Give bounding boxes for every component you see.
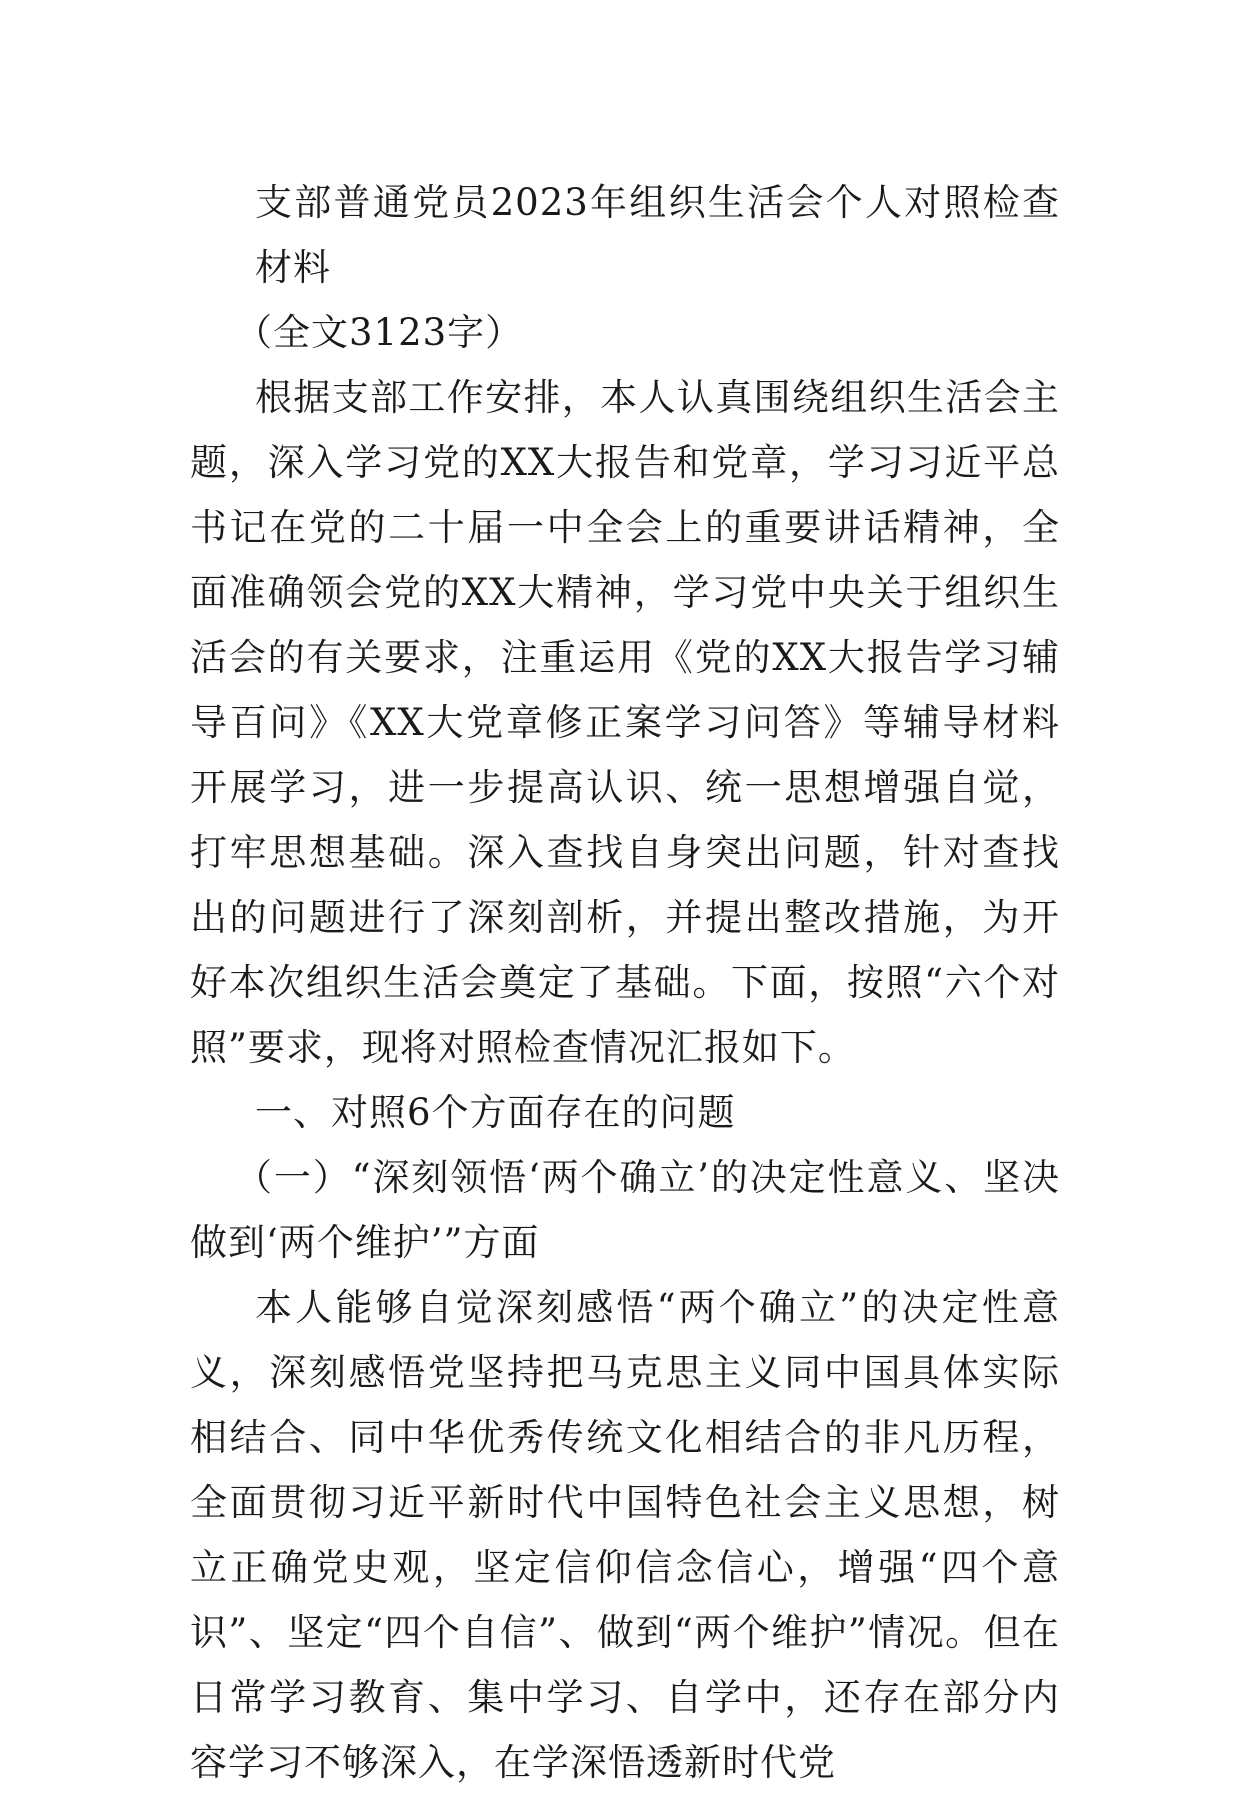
document-subtitle: （全文3123字） <box>235 311 524 354</box>
document-title: 支部普通党员2023年组织生活会个人对照检查材料 <box>255 181 1060 289</box>
section-heading: 一、对照6个方面存在的问题 <box>255 1091 736 1134</box>
intro-paragraph: 根据支部工作安排，本人认真围绕组织生活会主题，深入学习党的XX大报告和党章，学习习近平总书记在党的二十届一中全会上的重要讲话精神，全面准确领会党的XX大精神，学习党中央关于组织生活会的有关要求，注重运用《党的XX大报告学习辅导百问》《XX大党章修正案学习问答》等辅导材料开展学习，进一步提高认识、统一思想增强自觉，打牢思想基础。深入查找自身突出问题，针对查找出的问题进行了深刻剖析，并提出整改措施，为开好本次组织生活会奠定了基础。下面，按照“六个对照”要求，现将对照检查情况汇报如下。 <box>190 376 1060 1069</box>
document-body <box>190 170 1060 1795</box>
body-paragraph: 本人能够自觉深刻感悟“两个确立”的决定性意义，深刻感悟党坚持把马克思主义同中国具体实际相结合、同中华优秀传统文化相结合的非凡历程，全面贯彻习近平新时代中国特色社会主义思想，树立正确党史观，坚定信仰信念信心，增强“四个意识”、坚定“四个自信”、做到“两个维护”情况。但在日常学习教育、集中学习、自学中，还存在部分内容学习不够深入，在学深悟透新时代党 <box>190 1286 1060 1784</box>
subsection-heading: （一）“深刻领悟‘两个确立’的决定性意义、坚决做到‘两个维护’”方面 <box>190 1156 1060 1264</box>
